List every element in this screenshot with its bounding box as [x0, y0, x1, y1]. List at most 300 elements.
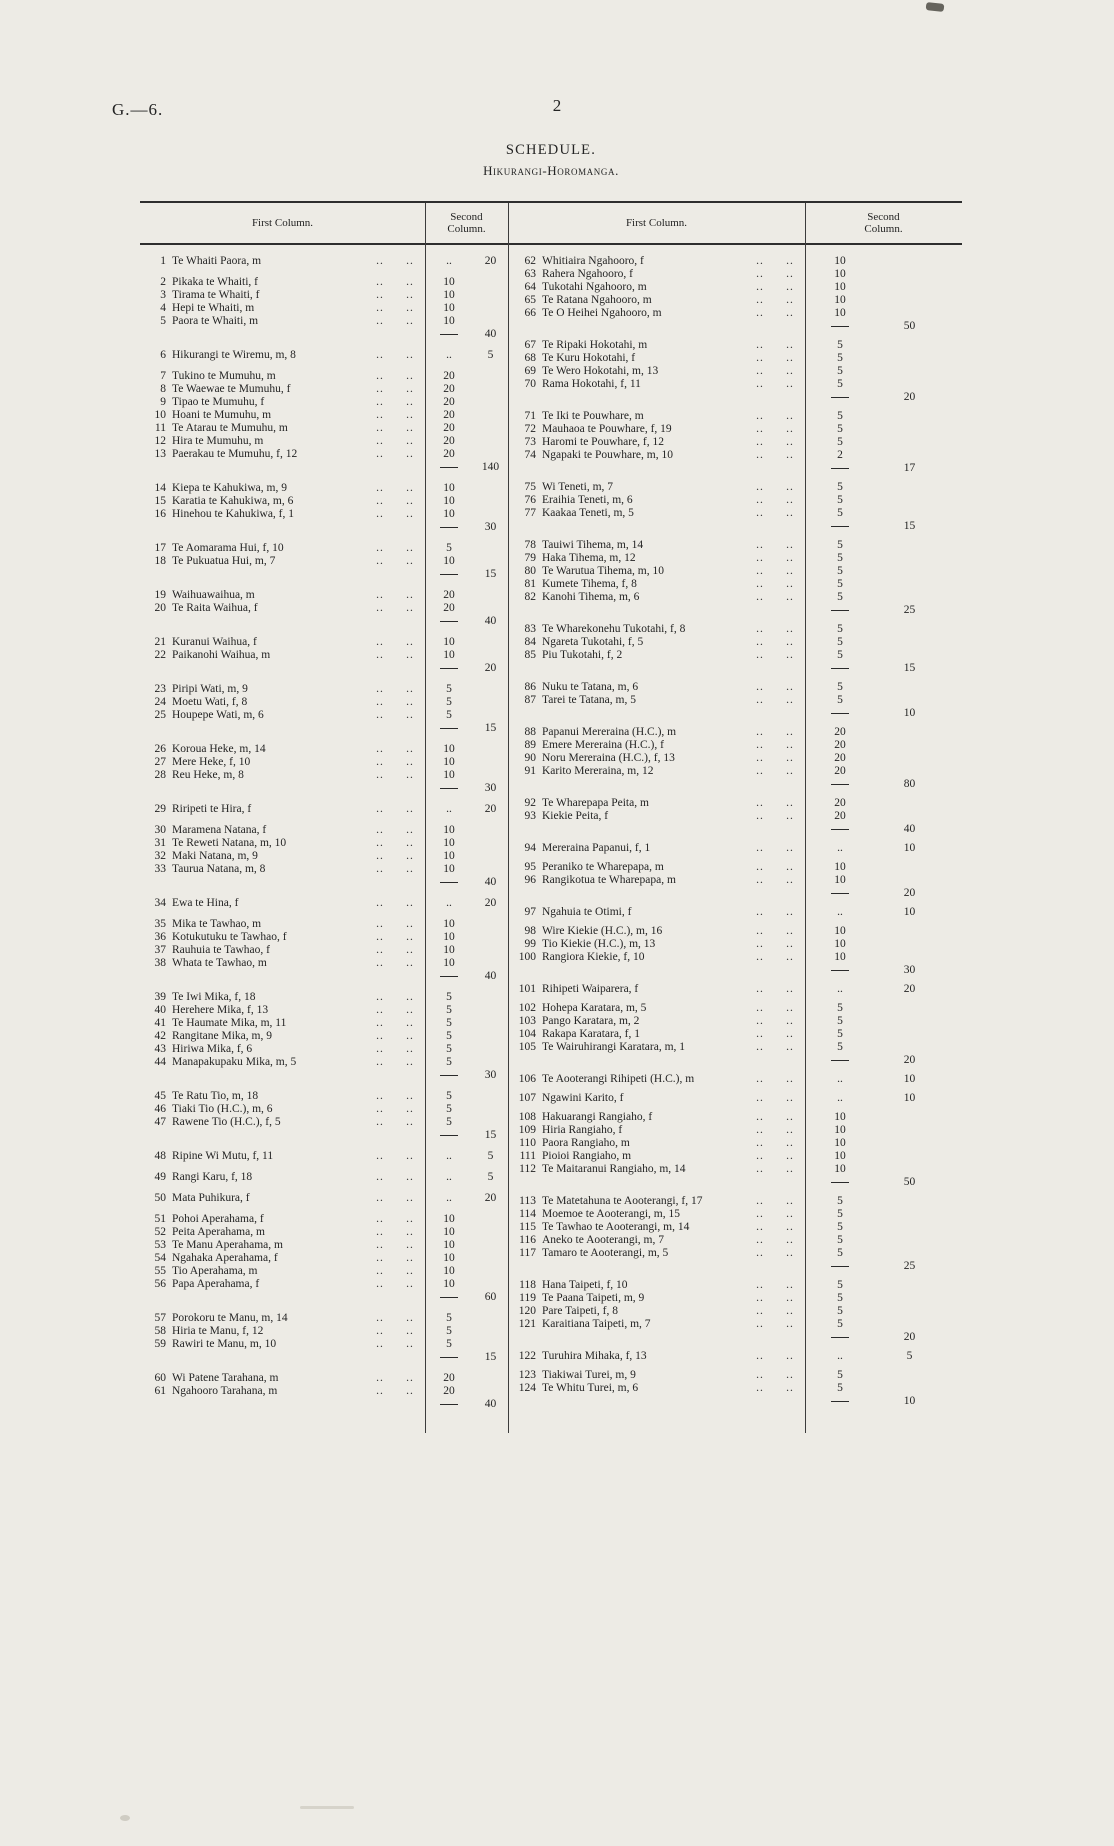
entry-group [508, 681, 962, 720]
leader-dots: .. [376, 1372, 384, 1384]
entry-number: 51 [154, 1213, 166, 1225]
leader-dots: .. [376, 769, 384, 781]
leader-dots: .. [786, 739, 794, 751]
entry-value: 5 [837, 507, 843, 519]
entry-inline-total [473, 1265, 508, 1278]
entry-inline-total: 10 [903, 1092, 916, 1104]
spacer [542, 707, 745, 720]
entry-number: 83 [524, 623, 536, 635]
entry-number: 19 [154, 589, 166, 601]
entry-name: Ngahooro Tarahana, m [172, 1385, 278, 1397]
entry-number: 68 [524, 352, 536, 364]
entry-value: 10 [443, 1252, 455, 1264]
leader-dots: .. [406, 1192, 414, 1204]
spacer [508, 778, 542, 791]
entry-inline-total [875, 1137, 962, 1150]
entry-value: 20 [443, 383, 455, 395]
spacer [395, 1398, 425, 1411]
leader-dots: .. [786, 578, 794, 590]
entry-inline-total [875, 268, 962, 281]
entry-value: 20 [834, 765, 846, 777]
schedule-row [508, 1137, 962, 1150]
leader-dots: .. [786, 423, 794, 435]
spacer [365, 1069, 395, 1082]
schedule-row [140, 709, 508, 722]
entry-name: Riripeti te Hira, f [172, 803, 252, 815]
entry-inline-total [875, 449, 962, 462]
entry-inline-total [473, 383, 508, 396]
spacer [140, 615, 172, 628]
sum-rule [425, 1069, 473, 1082]
entry-name: Wi Patene Tarahana, m [172, 1372, 279, 1384]
spacer [745, 964, 775, 977]
entry-name: Rawiri te Manu, m, 10 [172, 1338, 277, 1350]
entry-inline-total [473, 931, 508, 944]
leader-dots: .. [786, 797, 794, 809]
entry-inline-total [875, 752, 962, 765]
entry-number: 76 [524, 494, 536, 506]
leader-dots: .. [376, 589, 384, 601]
sum-rule [805, 707, 875, 720]
entry-number: 103 [518, 1015, 536, 1027]
leader-dots: .. [786, 1041, 794, 1053]
entry-number: 101 [518, 983, 536, 995]
entry-number: 88 [524, 726, 536, 738]
entry-inline-total [473, 696, 508, 709]
spacer [775, 1176, 805, 1189]
entry-value: 20 [443, 409, 455, 421]
leader-dots: .. [406, 1004, 414, 1016]
entry-number: 45 [154, 1090, 166, 1102]
schedule-row [508, 1002, 962, 1015]
sum-dash [831, 326, 849, 327]
leader-dots: .. [406, 897, 414, 909]
leader-dots: .. [786, 294, 794, 306]
header-first-column-left [140, 203, 425, 243]
schedule-row [508, 636, 962, 649]
group-total-row [140, 876, 508, 889]
spacer [775, 1054, 805, 1067]
entry-name: Hoani te Mumuhu, m [172, 409, 272, 421]
entry-number: 36 [154, 931, 166, 943]
sum-dash [440, 668, 458, 669]
leader-dots: .. [406, 1338, 414, 1350]
entry-name: Kanohi Tihema, m, 6 [542, 591, 640, 603]
entry-group [140, 1150, 508, 1163]
entry-inline-total [473, 850, 508, 863]
leader-dots: .. [756, 1305, 764, 1317]
entry-name: Tipao te Mumuhu, f [172, 396, 265, 408]
entry-name: Paikanohi Waihua, m [172, 649, 271, 661]
schedule-row [140, 1004, 508, 1017]
entry-number: 69 [524, 365, 536, 377]
entry-value: 10 [834, 951, 846, 963]
entry-value: 10 [443, 508, 455, 520]
spacer [172, 1069, 365, 1082]
entry-name: Tio Kiekie (H.C.), m, 13 [542, 938, 656, 950]
leader-dots: .. [756, 938, 764, 950]
entry-name: Tukino te Mumuhu, m [172, 370, 276, 382]
spacer [395, 568, 425, 581]
entry-value: 10 [443, 1226, 455, 1238]
group-total: 20 [903, 1054, 916, 1066]
schedule-row [508, 1318, 962, 1331]
leader-dots: .. [786, 1137, 794, 1149]
leader-dots: .. [756, 410, 764, 422]
schedule-row [508, 1305, 962, 1318]
schedule-row [508, 925, 962, 938]
schedule-row [140, 396, 508, 409]
entry-inline-total: 20 [484, 255, 497, 267]
entry-value: 5 [837, 1195, 843, 1207]
leader-dots: .. [786, 874, 794, 886]
schedule-row [140, 1213, 508, 1226]
entry-inline-total [473, 1004, 508, 1017]
entry-value: 5 [446, 696, 452, 708]
entry-name: Tiakiwai Turei, m, 9 [542, 1369, 636, 1381]
group-total-row [140, 1291, 508, 1304]
entry-value: .. [446, 1150, 452, 1162]
entry-name: Mata Puhikura, f [172, 1192, 250, 1204]
leader-dots: .. [406, 863, 414, 875]
entry-name: Karito Mereraina, m, 12 [542, 765, 654, 777]
entry-name: Tarei te Tatana, m, 5 [542, 694, 636, 706]
entry-inline-total [875, 1002, 962, 1015]
leader-dots: .. [406, 448, 414, 460]
leader-dots: .. [756, 494, 764, 506]
leader-dots: .. [406, 636, 414, 648]
spacer [365, 782, 395, 795]
entry-number: 117 [519, 1247, 536, 1259]
leader-dots: .. [376, 897, 384, 909]
entry-value: 5 [837, 423, 843, 435]
entry-value: 5 [837, 1208, 843, 1220]
entry-number: 65 [524, 294, 536, 306]
leader-dots: .. [406, 683, 414, 695]
leader-dots: .. [786, 339, 794, 351]
leader-dots: .. [376, 1017, 384, 1029]
entry-inline-total [875, 636, 962, 649]
schedule-row [140, 1171, 508, 1184]
entry-number: 92 [524, 797, 536, 809]
leader-dots: .. [756, 1382, 764, 1394]
leader-dots: .. [756, 1124, 764, 1136]
leader-dots: .. [406, 289, 414, 301]
leader-dots: .. [376, 1192, 384, 1204]
entry-name: Hikurangi te Wiremu, m, 8 [172, 349, 296, 361]
entry-group [508, 539, 962, 617]
entry-name: Te Wairuhirangi Karatara, m, 1 [542, 1041, 686, 1053]
leader-dots: .. [376, 1213, 384, 1225]
sum-dash [831, 713, 849, 714]
spacer [172, 722, 365, 735]
document-reference: G.—6. [112, 100, 164, 119]
entry-value: 10 [443, 555, 455, 567]
entry-value: 10 [443, 824, 455, 836]
entry-group [140, 1192, 508, 1205]
spacer [508, 391, 542, 404]
leader-dots: .. [406, 1239, 414, 1251]
leader-dots: .. [376, 409, 384, 421]
schedule-row [140, 555, 508, 568]
group-total: 40 [903, 823, 916, 835]
leader-dots: .. [376, 555, 384, 567]
entry-value: 5 [446, 542, 452, 554]
entry-number: 95 [524, 861, 536, 873]
entry-number: 43 [154, 1043, 166, 1055]
entry-number: 62 [524, 255, 536, 267]
spacer [172, 876, 365, 889]
entry-number: 25 [154, 709, 166, 721]
entry-number: 71 [524, 410, 536, 422]
leader-dots: .. [786, 591, 794, 603]
entry-inline-total [473, 1325, 508, 1338]
leader-dots: .. [406, 957, 414, 969]
spacer [395, 722, 425, 735]
group-total: 15 [484, 722, 497, 734]
leader-dots: .. [406, 696, 414, 708]
entry-inline-total [473, 991, 508, 1004]
leader-dots: .. [786, 1195, 794, 1207]
schedule-row [508, 294, 962, 307]
leader-dots: .. [376, 1004, 384, 1016]
entry-value: 10 [443, 1239, 455, 1251]
entry-name: Tiaki Tio (H.C.), m, 6 [172, 1103, 273, 1115]
leader-dots: .. [786, 539, 794, 551]
entry-inline-total [473, 1312, 508, 1325]
sum-rule [805, 823, 875, 836]
entry-name: Karaitiana Taipeti, m, 7 [542, 1318, 651, 1330]
sum-rule [425, 568, 473, 581]
sum-rule [805, 964, 875, 977]
entry-name: Moetu Wati, f, 8 [172, 696, 248, 708]
group-total: 10 [903, 1395, 916, 1407]
scan-artifact [926, 2, 945, 12]
entry-number: 79 [524, 552, 536, 564]
entry-value: 5 [446, 1090, 452, 1102]
leader-dots: .. [756, 552, 764, 564]
group-total: 80 [903, 778, 916, 790]
schedule-row [140, 349, 508, 362]
sum-rule [805, 1260, 875, 1273]
entry-name: Rawene Tio (H.C.), f, 5 [172, 1116, 281, 1128]
sum-dash [831, 468, 849, 469]
schedule-row [140, 302, 508, 315]
leader-dots: .. [376, 1226, 384, 1238]
entry-value: 20 [834, 739, 846, 751]
leader-dots: .. [756, 810, 764, 822]
entry-name: Peraniko te Wharepapa, m [542, 861, 664, 873]
entry-number: 72 [524, 423, 536, 435]
entry-name: Kiepa te Kahukiwa, m, 9 [172, 482, 287, 494]
entry-group [140, 897, 508, 910]
entry-number: 108 [518, 1111, 536, 1123]
entry-value: 5 [837, 623, 843, 635]
entry-inline-total [875, 565, 962, 578]
leader-dots: .. [756, 726, 764, 738]
entry-value: 2 [837, 449, 843, 461]
entry-inline-total [473, 1226, 508, 1239]
entry-name: Piripi Wati, m, 9 [172, 683, 248, 695]
schedule-row [508, 739, 962, 752]
entry-name: Aneko te Aooterangi, m, 7 [542, 1234, 665, 1246]
schedule-row [140, 837, 508, 850]
leader-dots: .. [756, 352, 764, 364]
entry-inline-total: 20 [484, 1192, 497, 1204]
entry-group [140, 803, 508, 816]
entry-value: 10 [834, 268, 846, 280]
header-label: Column. [447, 223, 486, 235]
schedule-row [140, 649, 508, 662]
spacer [508, 604, 542, 617]
leader-dots: .. [756, 1221, 764, 1233]
schedule-row [508, 1195, 962, 1208]
entry-name: Paora te Whaiti, m [172, 315, 259, 327]
entry-number: 98 [524, 925, 536, 937]
entry-number: 97 [524, 906, 536, 918]
entry-name: Kuranui Waihua, f [172, 636, 257, 648]
entry-number: 49 [154, 1171, 166, 1183]
spacer [140, 662, 172, 675]
entry-value: 5 [837, 1015, 843, 1027]
entry-number: 59 [154, 1338, 166, 1350]
leader-dots: .. [786, 1028, 794, 1040]
entry-number: 14 [154, 482, 166, 494]
leader-dots: .. [376, 957, 384, 969]
spacer [542, 1260, 745, 1273]
entry-number: 85 [524, 649, 536, 661]
schedule-row [140, 1030, 508, 1043]
entry-inline-total: 5 [487, 349, 494, 361]
schedule-row [508, 255, 962, 268]
schedule-row [508, 307, 962, 320]
leader-dots: .. [756, 1195, 764, 1207]
schedule-row [140, 383, 508, 396]
entry-number: 40 [154, 1004, 166, 1016]
leader-dots: .. [786, 378, 794, 390]
entry-group [140, 276, 508, 341]
entry-inline-total [473, 1090, 508, 1103]
leader-dots: .. [756, 983, 764, 995]
entry-name: Te Warutua Tihema, m, 10 [542, 565, 664, 577]
sum-rule [425, 722, 473, 735]
schedule-row [508, 1350, 962, 1363]
entry-group [140, 1090, 508, 1142]
entry-group [508, 255, 962, 333]
entry-number: 96 [524, 874, 536, 886]
leader-dots: .. [376, 1265, 384, 1277]
spacer [395, 615, 425, 628]
entry-name: Papa Aperahama, f [172, 1278, 260, 1290]
entry-name: Te Haumate Mika, m, 11 [172, 1017, 287, 1029]
leader-dots: .. [756, 281, 764, 293]
entry-inline-total: 20 [484, 803, 497, 815]
entry-inline-total [875, 1041, 962, 1054]
entry-value: 10 [834, 925, 846, 937]
group-total: 20 [903, 1331, 916, 1343]
entry-group [508, 410, 962, 475]
spacer [365, 662, 395, 675]
schedule-row [140, 863, 508, 876]
schedule-row [140, 1252, 508, 1265]
schedule-row [140, 315, 508, 328]
entry-number: 18 [154, 555, 166, 567]
spacer [140, 1129, 172, 1142]
entry-group [140, 824, 508, 889]
spacer [745, 823, 775, 836]
sum-rule [425, 970, 473, 983]
leader-dots: .. [786, 752, 794, 764]
sum-rule [805, 1176, 875, 1189]
entry-value: .. [837, 1073, 843, 1085]
group-total: 25 [903, 604, 916, 616]
leader-dots: .. [786, 1015, 794, 1027]
schedule-row [508, 842, 962, 855]
leader-dots: .. [376, 495, 384, 507]
leader-dots: .. [376, 649, 384, 661]
group-total-row [140, 970, 508, 983]
entry-number: 111 [519, 1150, 536, 1162]
schedule-title: SCHEDULE. [505, 142, 597, 158]
entry-number: 86 [524, 681, 536, 693]
entry-value: 10 [443, 756, 455, 768]
entry-value: 5 [837, 352, 843, 364]
leader-dots: .. [406, 1372, 414, 1384]
header-label: First Column. [251, 217, 314, 229]
group-total: 30 [484, 782, 497, 794]
entry-inline-total [473, 649, 508, 662]
schedule-row [508, 1028, 962, 1041]
entry-value: 10 [443, 315, 455, 327]
entry-number: 105 [518, 1041, 536, 1053]
leader-dots: .. [376, 803, 384, 815]
leader-dots: .. [786, 436, 794, 448]
schedule-row [508, 694, 962, 707]
entry-group [508, 1369, 962, 1408]
leader-dots: .. [786, 636, 794, 648]
entry-inline-total [473, 1030, 508, 1043]
leader-dots: .. [376, 383, 384, 395]
entry-number: 123 [518, 1369, 536, 1381]
sum-rule [805, 320, 875, 333]
spacer [140, 521, 172, 534]
spacer [508, 462, 542, 475]
entry-group [508, 1073, 962, 1086]
entry-value: 5 [837, 481, 843, 493]
leader-dots: .. [756, 591, 764, 603]
entry-number: 115 [519, 1221, 536, 1233]
leader-dots: .. [406, 602, 414, 614]
entry-name: Te Raita Waihua, f [172, 602, 258, 614]
schedule-row [508, 449, 962, 462]
spacer [745, 1054, 775, 1067]
entry-name: Te Iwi Mika, f, 18 [172, 991, 256, 1003]
entry-value: 5 [837, 1234, 843, 1246]
entry-inline-total: 5 [487, 1171, 494, 1183]
district-heading: Hikurangi-Horomanga. [483, 163, 619, 178]
leader-dots: .. [786, 1350, 794, 1362]
entry-name: Moemoe te Aooterangi, m, 15 [542, 1208, 680, 1220]
table-body [140, 245, 962, 1433]
entry-number: 29 [154, 803, 166, 815]
schedule-row [508, 481, 962, 494]
leader-dots: .. [786, 938, 794, 950]
entry-number: 53 [154, 1239, 166, 1251]
leader-dots: .. [376, 918, 384, 930]
spacer [775, 964, 805, 977]
entry-number: 112 [519, 1163, 536, 1175]
leader-dots: .. [376, 1030, 384, 1042]
